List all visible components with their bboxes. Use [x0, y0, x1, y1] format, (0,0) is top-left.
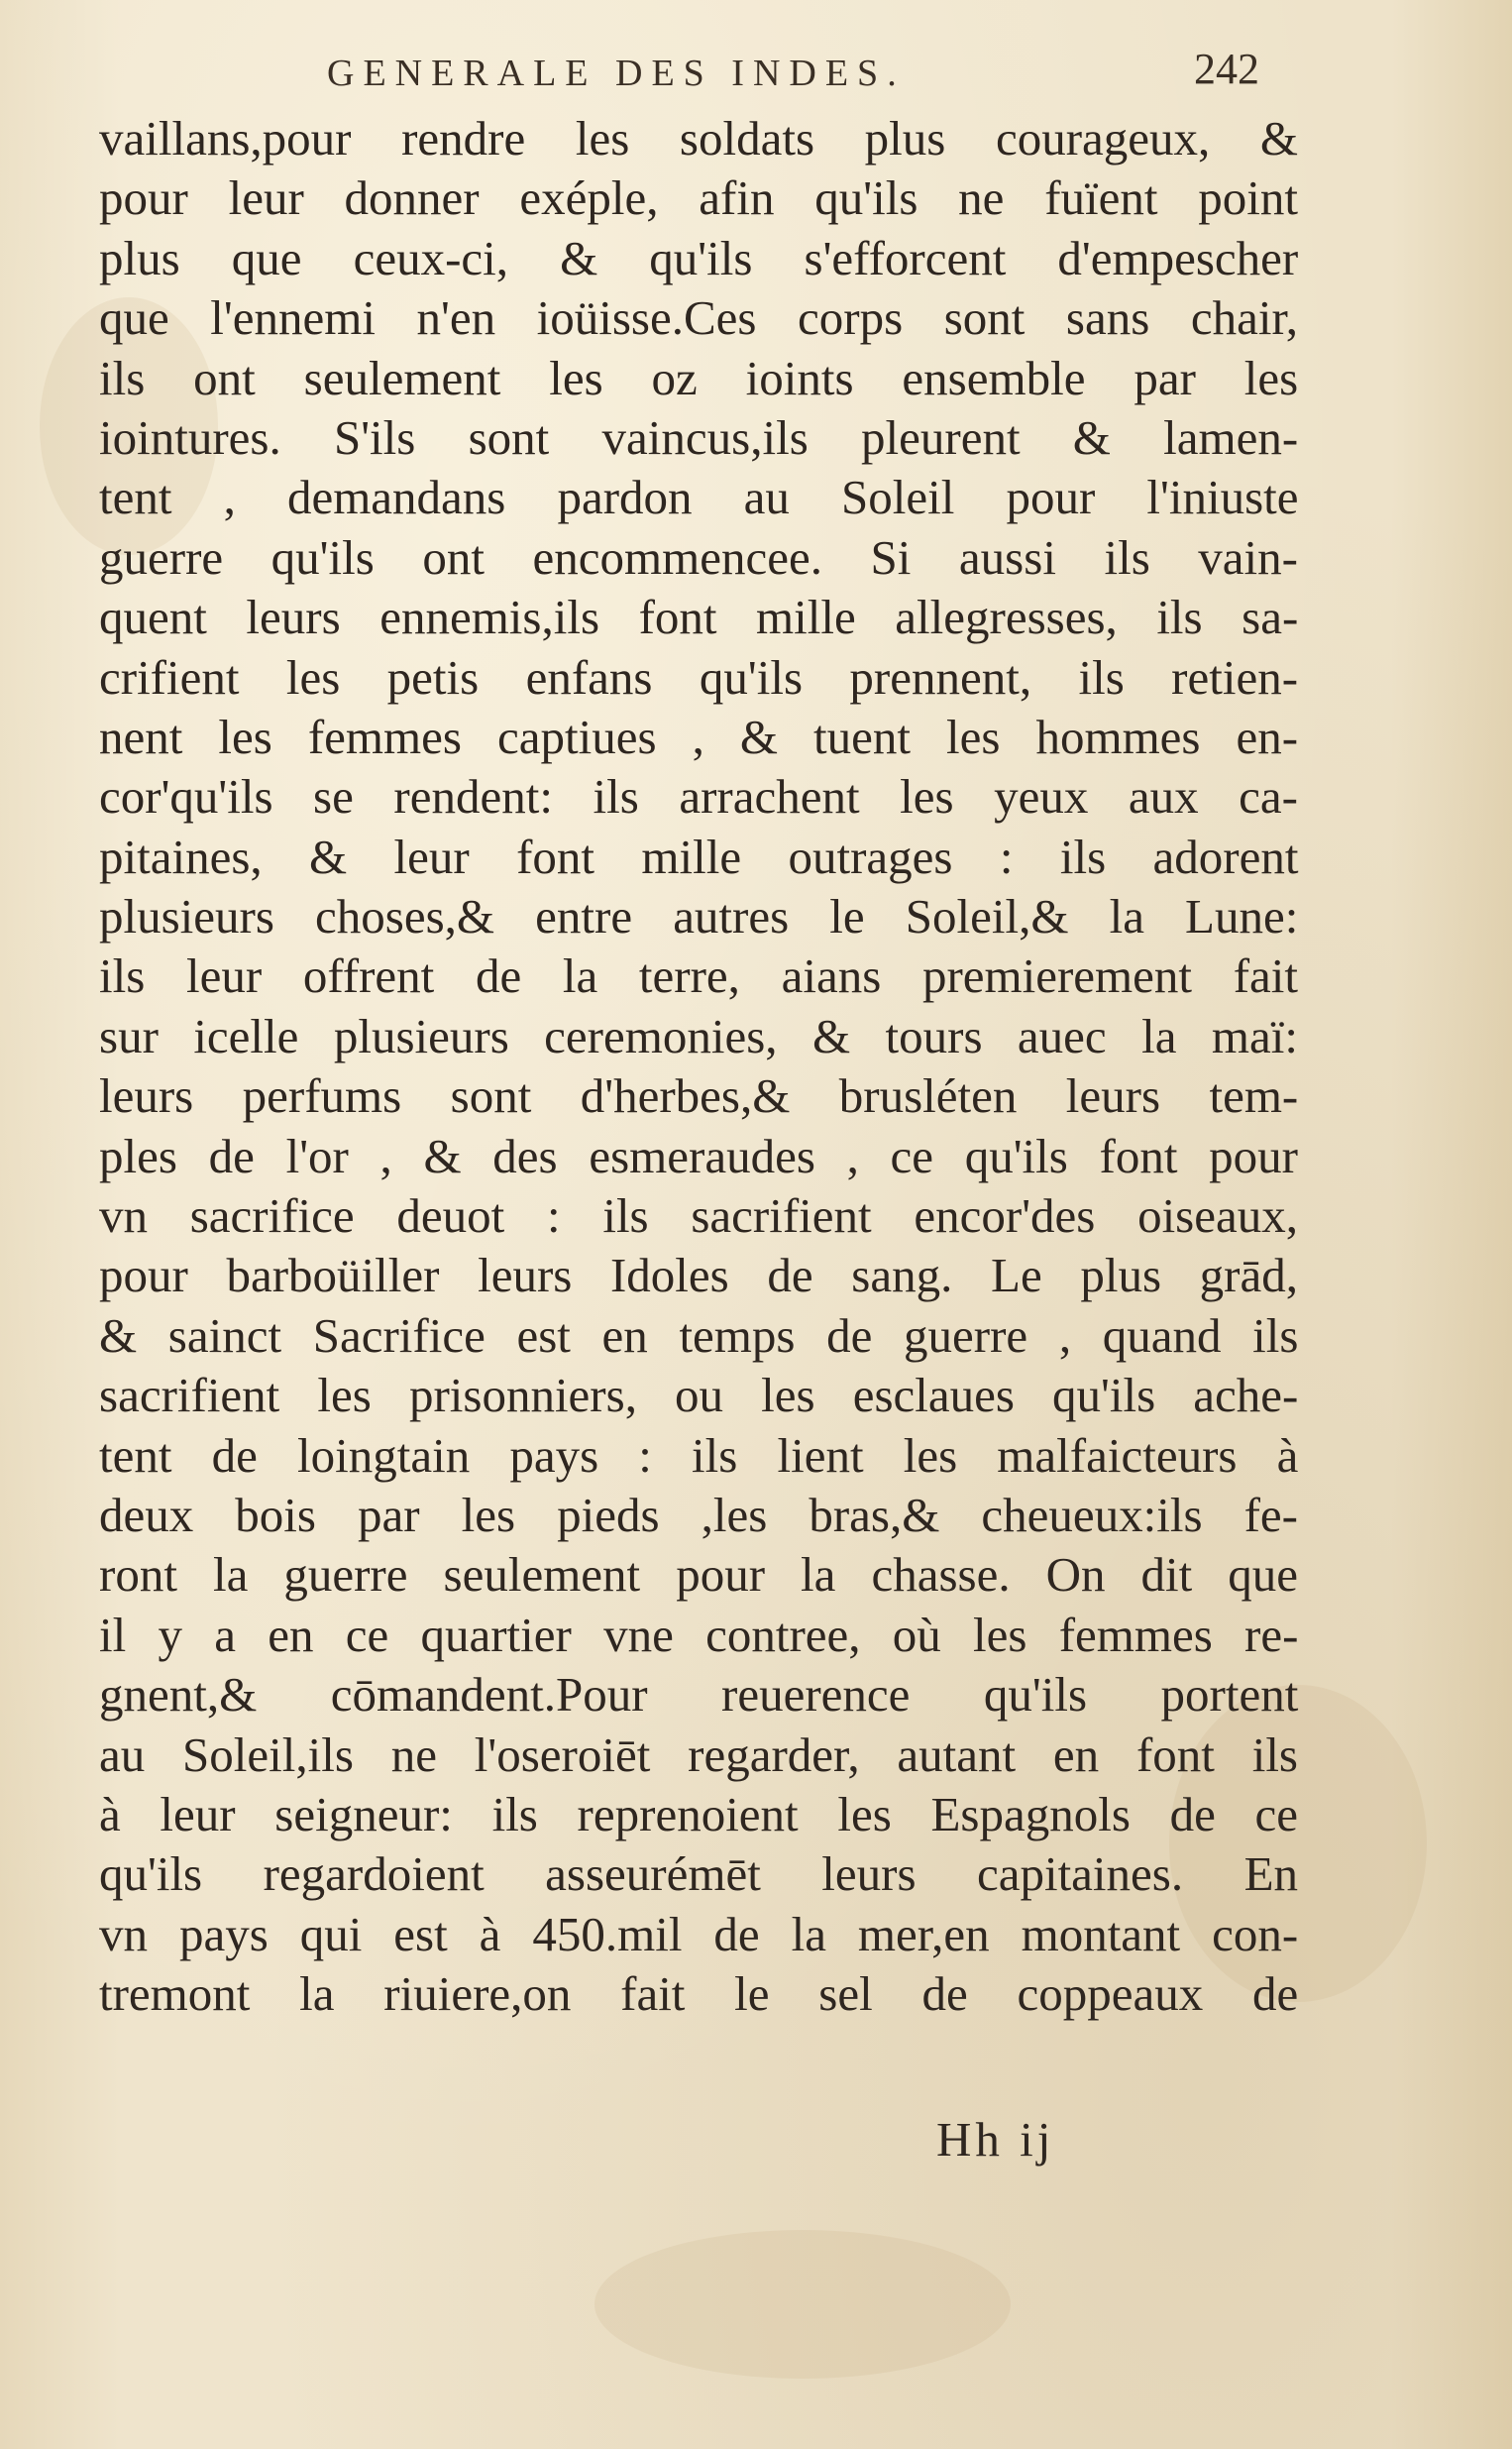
text-line: tent de loingtain pays : ils lient les malfaicteurs à [99, 1427, 1299, 1483]
text-line: & sainct Sacrifice est en temps de guerre , quand ils [99, 1307, 1299, 1363]
text-line: guerre qu'ils ont encommencee. Si aussi ils vain- [99, 529, 1298, 585]
text-line: qu'ils regardoient asseurémēt leurs capitaines. En [99, 1846, 1298, 1902]
text-line: vn pays qui est à 450.mil de la mer,en montant con- [99, 1906, 1299, 1961]
text-line: ront la guerre seulement pour la chasse. On dit que [99, 1547, 1299, 1603]
text-line: plus que ceux-ci, & qu'ils s'efforcent d'empescher [99, 230, 1299, 285]
text-line: que l'ennemi n'en ioüisse.Ces corps sont sans chair, [99, 290, 1299, 346]
text-line: tent , demandans pardon au Soleil pour l'iniuste [99, 470, 1299, 525]
text-line: tremont la riuiere,on fait le sel de coppeaux de [99, 1966, 1299, 2022]
text-line: vn sacrifice deuot : ils sacrifient encor'des oiseaux, [99, 1188, 1298, 1244]
paper-stain [594, 2230, 1011, 2379]
text-line: gnent,& cōmandent.Pour reuerence qu'ils portent [99, 1667, 1299, 1723]
text-line: ils ont seulement les oz ioints ensemble par les [99, 350, 1299, 405]
text-line: sur icelle plusieurs ceremonies, & tours auec la maï: [99, 1008, 1298, 1063]
text-line: deux bois par les pieds ,les bras,& cheueux:ils fe- [99, 1487, 1298, 1542]
text-line: leurs perfums sont d'herbes,& brusléten leurs tem- [99, 1068, 1299, 1124]
text-line: sacrifient les prisonniers, ou les esclaues qu'ils ache- [99, 1368, 1299, 1423]
text-line: pitaines, & leur font mille outrages : ils adorent [99, 829, 1299, 884]
text-line: ils leur offrent de la terre, aians premierement fait [99, 948, 1298, 1004]
text-line: crifient les petis enfans qu'ils prennent, ils retien- [99, 649, 1299, 705]
text-line: au Soleil,ils ne l'oseroiēt regarder, autant en font ils [99, 1726, 1298, 1782]
text-line: vaillans,pour rendre les soldats plus courageux, & [99, 111, 1298, 166]
text-line: quent leurs ennemis,ils font mille allegresses, ils sa- [99, 590, 1299, 645]
text-line: pour barboüiller leurs Idoles de sang. Le plus grād, [99, 1248, 1298, 1303]
text-line: plusieurs choses,& entre autres le Soleil,& la Lune: [99, 889, 1299, 945]
text-line: iointures. S'ils sont vaincus,ils pleurent & lamen- [99, 409, 1299, 465]
text-line: il y a en ce quartier vne contree, où les femmes re- [99, 1607, 1299, 1662]
signature-mark: Hh ij [936, 2112, 1055, 2167]
page-number: 242 [1194, 45, 1259, 93]
text-line: pour leur donner exéple, afin qu'ils ne fuïent point [99, 170, 1298, 226]
body-text [99, 109, 1298, 2025]
running-head: GENERALE DES INDES. [327, 53, 906, 94]
text-line: cor'qu'ils se rendent: ils arrachent les yeux aux ca- [99, 769, 1298, 825]
text-line: nent les femmes captiues , & tuent les hommes en- [99, 709, 1299, 764]
text-line: à leur seigneur: ils reprenoient les Espagnols de ce [99, 1786, 1298, 1841]
text-line: ples de l'or , & des esmeraudes , ce qu'ils font pour [99, 1128, 1299, 1183]
